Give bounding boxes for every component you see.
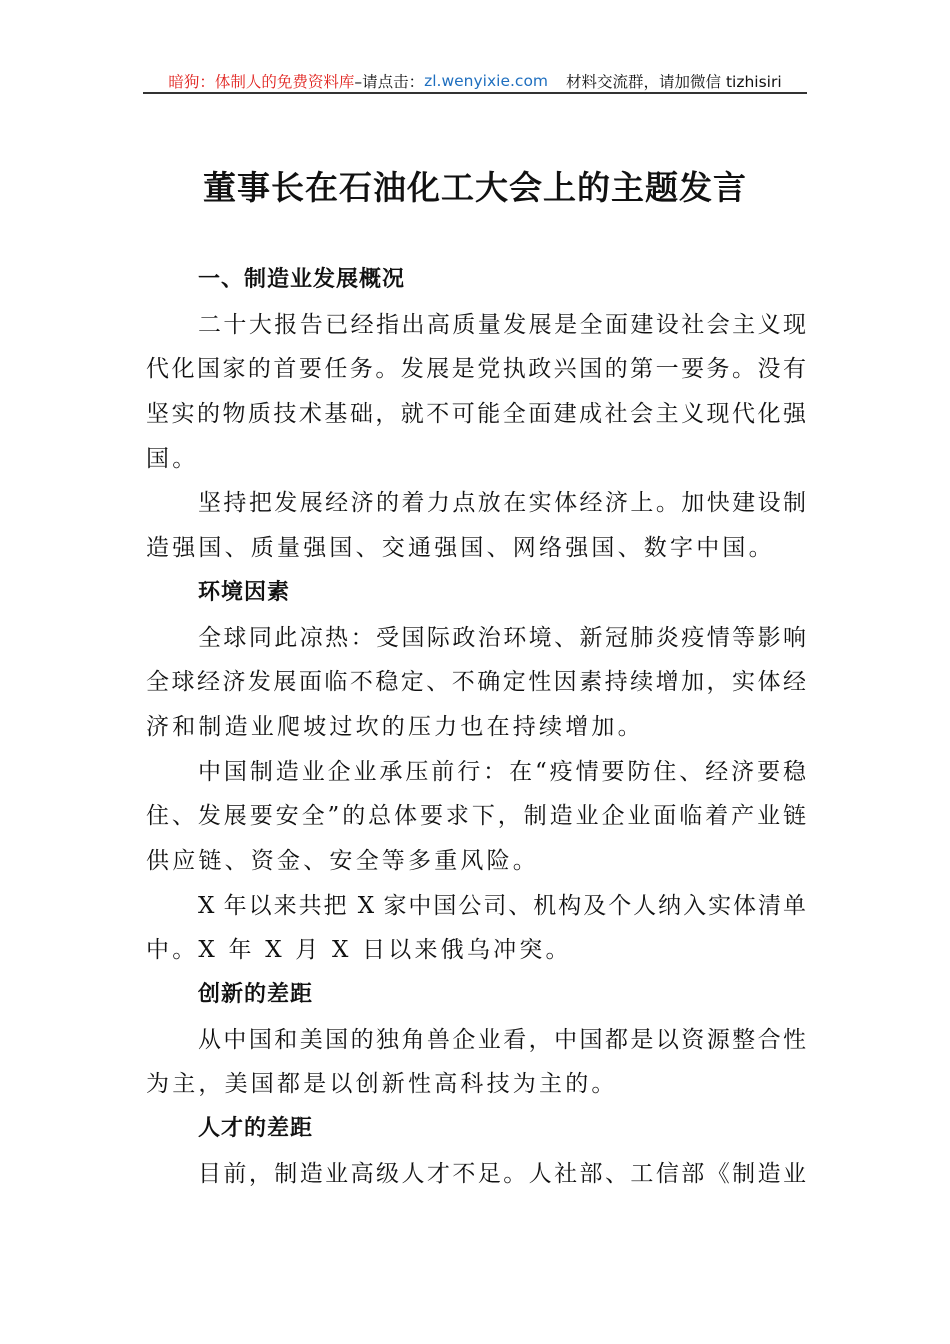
text-line: 代化国家的首要任务。发展是党执政兴国的第一要务。没有 [146,356,806,383]
text-line: 中国制造业企业承压前行：在“疫情要防住、经济要稳 [198,758,806,785]
text-line: 济和制造业爬坡过坎的压力也在持续增加。 [146,713,644,740]
text-line: 坚持把发展经济的着力点放在实体经济上。加快建设制 [198,490,806,517]
section-heading [146,973,806,1018]
watermark-header [145,68,805,94]
text-line: 创新的差距 [198,982,314,1007]
header-contact: 材料交流群，请加微信 tizhisiri [566,73,782,91]
text-line: 人才的差距 [198,1116,314,1142]
paragraph [146,481,806,570]
text-line: X 年以来共把 X 家中国公司、机构及个人纳入实体清单 [198,892,806,919]
document-title: 董事长在石油化工大会上的主题发言 [203,168,747,207]
paragraph [146,616,806,750]
paragraph [146,750,806,884]
header-link[interactable]: zl.wenyixie.com [424,72,549,90]
text-line: 为主，美国都是以创新性高科技为主的。 [146,1071,618,1098]
text-line: 国。 [146,445,199,472]
text-line: 造强国、质量强国、交通强国、网络强国、数字中国。 [146,535,775,562]
text-line: 供应链、资金、安全等多重风险。 [146,847,539,874]
paragraph [146,1018,806,1107]
paragraph [146,1152,806,1197]
text-line: 全球经济发展面临不稳定、不确定性因素持续增加，实体经 [146,669,806,696]
paragraph [146,884,806,973]
header-prompt: –请点击： [354,73,425,91]
text-line: 二十大报告已经指出高质量发展是全面建设社会主义现 [198,311,806,338]
text-line: 环境因素 [198,579,291,605]
header-divider [143,92,807,94]
section-heading [146,258,806,303]
section-heading [146,571,806,616]
paragraph [146,303,806,482]
text-line: 坚实的物质技术基础，就不可能全面建成社会主义现代化强 [146,401,806,428]
header-site-name: 暗狗：体制人的免费资料库 [168,73,355,91]
text-line: 目前，制造业高级人才不足。人社部、工信部《制造业 [198,1160,806,1187]
text-line: 中。X 年 X 月 X 日以来俄乌冲突。 [146,937,572,964]
text-line: 住、发展要安全”的总体要求下，制造业企业面临着产业链 [146,803,806,830]
text-line: 从中国和美国的独角兽企业看，中国都是以资源整合性 [198,1026,806,1053]
document-body [146,258,806,1196]
text-line: 一、制造业发展概况 [198,267,406,292]
section-heading [146,1107,806,1152]
text-line: 全球同此凉热：受国际政治环境、新冠肺炎疫情等影响 [198,624,806,651]
